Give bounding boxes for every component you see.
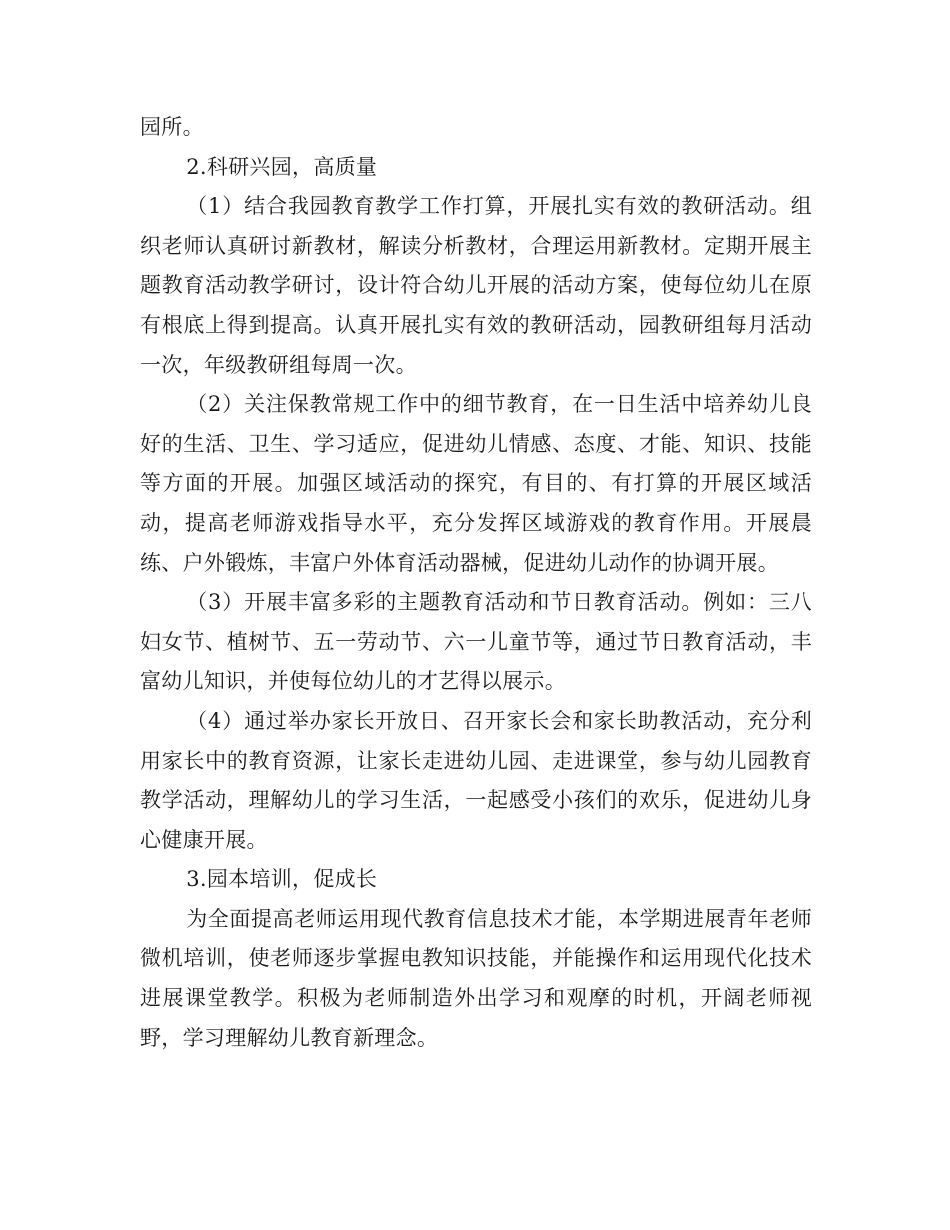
paragraph-training: 为全面提高老师运用现代教育信息技术才能，本学期进展青年老师微机培训，使老师逐步掌握电教知识技能，并能操作和运用现代化技术进展课堂教学。积极为老师制造外出学习和观摩的时机，开阔老师视野，学习理解幼儿教育新理念。 bbox=[140, 906, 812, 1050]
section-heading-training: 3.园本培训，促成长 bbox=[186, 867, 378, 892]
paragraph-continuation: 园所。 bbox=[140, 115, 204, 139]
paragraph-item-4: （4）通过举办家长开放日、召开家长会和家长助教活动，充分利用家长中的教育资源，让家长走进幼儿园、走进课堂，参与幼儿园教育教学活动，理解幼儿的学习生活，一起感受小孩们的欢乐，促进幼儿身心健康开展。 bbox=[140, 708, 812, 852]
paragraph-item-3: （3）开展丰富多彩的主题教育活动和节日教育活动。例如：三八妇女节、植树节、五一劳动节、六一儿童节等，通过节日教育活动，丰富幼儿知识，并使每位幼儿的才艺得以展示。 bbox=[140, 590, 812, 694]
section-heading-research: 2.科研兴园，高质量 bbox=[186, 154, 378, 179]
paragraph-item-2: （2）关注保教常规工作中的细节教育，在一日生活中培养幼儿良好的生活、卫生、学习适应，促进幼儿情感、态度、才能、知识、技能等方面的开展。加强区域活动的探究，有目的、有打算的开展区域活动，提高老师游戏指导水平，充分发挥区域游戏的教育作用。开展晨练、户外锻炼，丰富户外体育活动器械，促进幼儿动作的协调开展。 bbox=[140, 392, 812, 575]
paragraph-item-1: （1）结合我园教育教学工作打算，开展扎实有效的教研活动。组织老师认真研讨新教材，解读分析教材，合理运用新教材。定期开展主题教育活动教学研讨，设计符合幼儿开展的活动方案，使每位幼儿在原有根底上得到提高。认真开展扎实有效的教研活动，园教研组每月活动一次，年级教研组每周一次。 bbox=[140, 194, 812, 377]
document-body bbox=[140, 108, 812, 1058]
